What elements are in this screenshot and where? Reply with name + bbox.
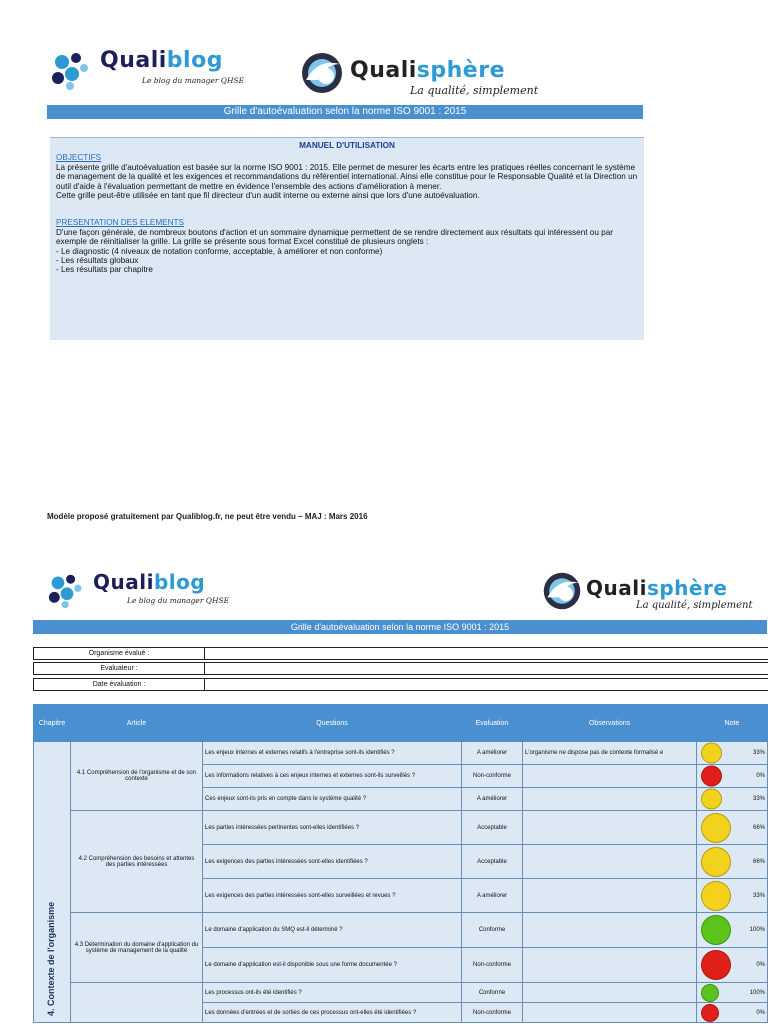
observation-cell[interactable] (523, 788, 697, 811)
evaluation-select[interactable]: A améliorer (462, 879, 523, 913)
note-cell (697, 948, 768, 983)
qualisphere-tagline: La qualité, simplement (636, 600, 753, 611)
header-questions: Questions (203, 705, 462, 742)
observation-cell[interactable] (523, 1003, 697, 1023)
status-dot-icon (701, 789, 722, 810)
footer-note: Modèle proposé gratuitement par Qualiblog.fr, ne peut être vendu – MAJ : Mars 2016 (47, 512, 368, 521)
observation-cell[interactable]: L'organisme ne dispose pas de contexte formalisé e (523, 742, 697, 765)
status-dot-icon (701, 881, 731, 911)
question-cell: Les exigences des parties intéressées sont-elles surveillées et revues ? (203, 879, 462, 913)
grid-title-bar-2: Grille d'autoévaluation selon la norme ISO 9001 : 2015 (33, 620, 767, 634)
qualisphere-word-part1: Quali (586, 576, 647, 600)
bullet-item: - Les résultats par chapitre (56, 265, 153, 275)
objectifs-paragraph-2: Cette grille peut-être utilisée en tant que fil directeur d'un audit interne ou externe ainsi que lors d'une autoévaluation. (56, 191, 480, 201)
status-dot-icon (701, 847, 731, 877)
qualiblog-word-part1: Quali (93, 570, 154, 594)
bullet-item: - Le diagnostic (4 niveaux de notation conforme, acceptable, à améliorer et non conforme) (56, 246, 383, 256)
observation-cell[interactable] (523, 765, 697, 788)
status-dot-icon (701, 813, 731, 843)
observation-cell[interactable] (523, 811, 697, 845)
note-value: 33% (752, 892, 765, 899)
qualisphere-logo (298, 50, 538, 97)
status-dot-icon (701, 1004, 719, 1022)
grid-title-bar-1: Grille d'autoévaluation selon la norme ISO 9001 : 2015 (47, 105, 643, 119)
evaluateur-row (33, 662, 768, 675)
qualisphere-word-part2: sphère (646, 576, 728, 600)
qualiblog-tagline: Le blog du manager QHSE (127, 596, 230, 605)
objectifs-paragraph-1: La présente grille d'autoévaluation est basée sur la norme ISO 9001 : 2015. Elle permet de mesurer les écarts entre les pratiques réelles concernant le système de management de la qualité et les exigences et recommandations du référentiel international. Ainsi elle constitue pour le Responsable Qualité et la Direction un outil d'aide à l'évaluation permettant de mettre en évidence l'ensemble des actions d'amélioration à mener. (56, 162, 638, 191)
note-cell (697, 845, 768, 879)
note-cell (697, 765, 768, 788)
note-value: 66% (752, 824, 765, 831)
note-cell (697, 879, 768, 913)
evaluation-select[interactable]: A améliorer (462, 788, 523, 811)
note-value: 33% (752, 750, 765, 756)
question-cell: Les exigences des parties intéressées sont-elles identifiées ? (203, 845, 462, 879)
qualisphere-tagline: La qualité, simplement (410, 84, 539, 97)
observation-cell[interactable] (523, 879, 697, 913)
status-dot-icon (701, 950, 731, 980)
header-chapitre: Chapitre (34, 705, 71, 742)
evaluation-select[interactable]: Acceptable (462, 845, 523, 879)
article-cell (71, 983, 203, 1023)
evaluation-select[interactable]: Conforme (462, 983, 523, 1003)
qualisphere-logo (540, 570, 752, 612)
observation-cell[interactable] (523, 983, 697, 1003)
manual-title: MANUEL D'UTILISATION (299, 141, 395, 150)
date-label: Date évaluation : (34, 679, 205, 690)
status-dot-icon (701, 915, 731, 945)
qualiblog-tagline: Le blog du manager QHSE (142, 76, 245, 85)
note-cell (697, 788, 768, 811)
header-note: Note (697, 705, 768, 742)
question-cell: Les processus ont-ils été identifiés ? (203, 983, 462, 1003)
article-cell: 4.1 Compréhension de l'organisme et de son contexte (71, 742, 203, 811)
question-cell: Ces enjeux sont-ils pris en compte dans le système qualité ? (203, 788, 462, 811)
question-cell: Les enjeux internes et externes relatifs à l'entreprise sont-ils identifiés ? (203, 742, 462, 765)
presentation-paragraph: D'une façon générale, de nombreux boutons d'action et un sommaire dynamique permettent de se rendre directement aux résultats qui intéressent ou par exemple de réinitialiser la grille. La grille se présente sous format Excel constitué de plusieurs onglets : (56, 227, 614, 247)
evaluation-select[interactable]: Non-conforme (462, 1003, 523, 1023)
presentation-heading: PRESENTATION DES ELEMENTS (56, 218, 184, 228)
note-value: 100% (749, 989, 765, 996)
question-cell: Le domaine d'application est-il disponible sous une forme documentée ? (203, 948, 462, 983)
organisme-row (33, 647, 768, 660)
article-cell: 4.2 Compréhension des besoins et attentes des parties intéressées (71, 811, 203, 913)
user-manual-box (50, 137, 644, 340)
table-row (34, 811, 768, 845)
evaluation-select[interactable]: Acceptable (462, 811, 523, 845)
observation-cell[interactable] (523, 845, 697, 879)
evaluation-table (33, 704, 768, 1023)
organisme-label: Organisme évalué : (34, 648, 205, 659)
evaluation-select[interactable]: A améliorer (462, 742, 523, 765)
date-row (33, 678, 768, 691)
table-row (34, 742, 768, 765)
chapter-cell (34, 742, 71, 1023)
note-value: 100% (749, 927, 765, 933)
objectifs-heading: OBJECTIFS (56, 153, 102, 163)
sphere-swirl-icon (298, 50, 346, 96)
status-dot-icon (701, 766, 722, 787)
note-cell (697, 983, 768, 1003)
note-value: 0% (756, 773, 765, 779)
status-dot-icon (701, 743, 722, 764)
table-row (34, 913, 768, 948)
note-value: 33% (752, 796, 765, 802)
molecule-icon (48, 50, 96, 92)
question-cell: Les parties intéressées pertinentes sont-elles identifiées ? (203, 811, 462, 845)
qualiblog-logo (48, 50, 244, 92)
note-cell (697, 1003, 768, 1023)
question-cell: Les données d'entrées et de sorties de ces processus ont-elles été identifiées ? (203, 1003, 462, 1023)
question-cell: Les informations relatives à ces enjeux internes et externes sont-ils surveillés ? (203, 765, 462, 788)
evaluation-select[interactable]: Conforme (462, 913, 523, 948)
qualiblog-word-part1: Quali (100, 48, 167, 73)
article-cell: 4.3 Détermination du domaine d'application du système de management de la qualité (71, 913, 203, 983)
question-cell: Le domaine d'application du SMQ est-il déterminé ? (203, 913, 462, 948)
evaluation-select[interactable]: Non-conforme (462, 948, 523, 983)
header-evaluation: Evaluation (462, 705, 523, 742)
observation-cell[interactable] (523, 913, 697, 948)
status-dot-icon (701, 984, 719, 1002)
evaluation-select[interactable]: Non-conforme (462, 765, 523, 788)
molecule-icon (45, 572, 89, 610)
observation-cell[interactable] (523, 948, 697, 983)
note-value: 66% (752, 858, 765, 865)
note-cell (697, 811, 768, 845)
qualisphere-word-part1: Quali (350, 58, 417, 83)
evaluateur-label: Evaluateur : (34, 663, 205, 674)
note-value: 0% (756, 1009, 765, 1016)
qualiblog-logo (45, 572, 229, 610)
bullet-item: - Les résultats globaux (56, 256, 139, 266)
table-row (34, 983, 768, 1003)
qualiblog-word-part2: blog (153, 570, 206, 594)
chapter-label: 4. Contexte de l'organisme (46, 901, 56, 1016)
note-cell (697, 913, 768, 948)
header-observations: Observations (523, 705, 697, 742)
header-article: Article (71, 705, 203, 742)
note-cell (697, 742, 768, 765)
table-header-row (34, 705, 768, 742)
sphere-swirl-icon (540, 570, 584, 612)
qualisphere-word-part2: sphère (416, 58, 505, 83)
qualiblog-word-part2: blog (166, 48, 223, 73)
note-value: 0% (756, 962, 765, 968)
